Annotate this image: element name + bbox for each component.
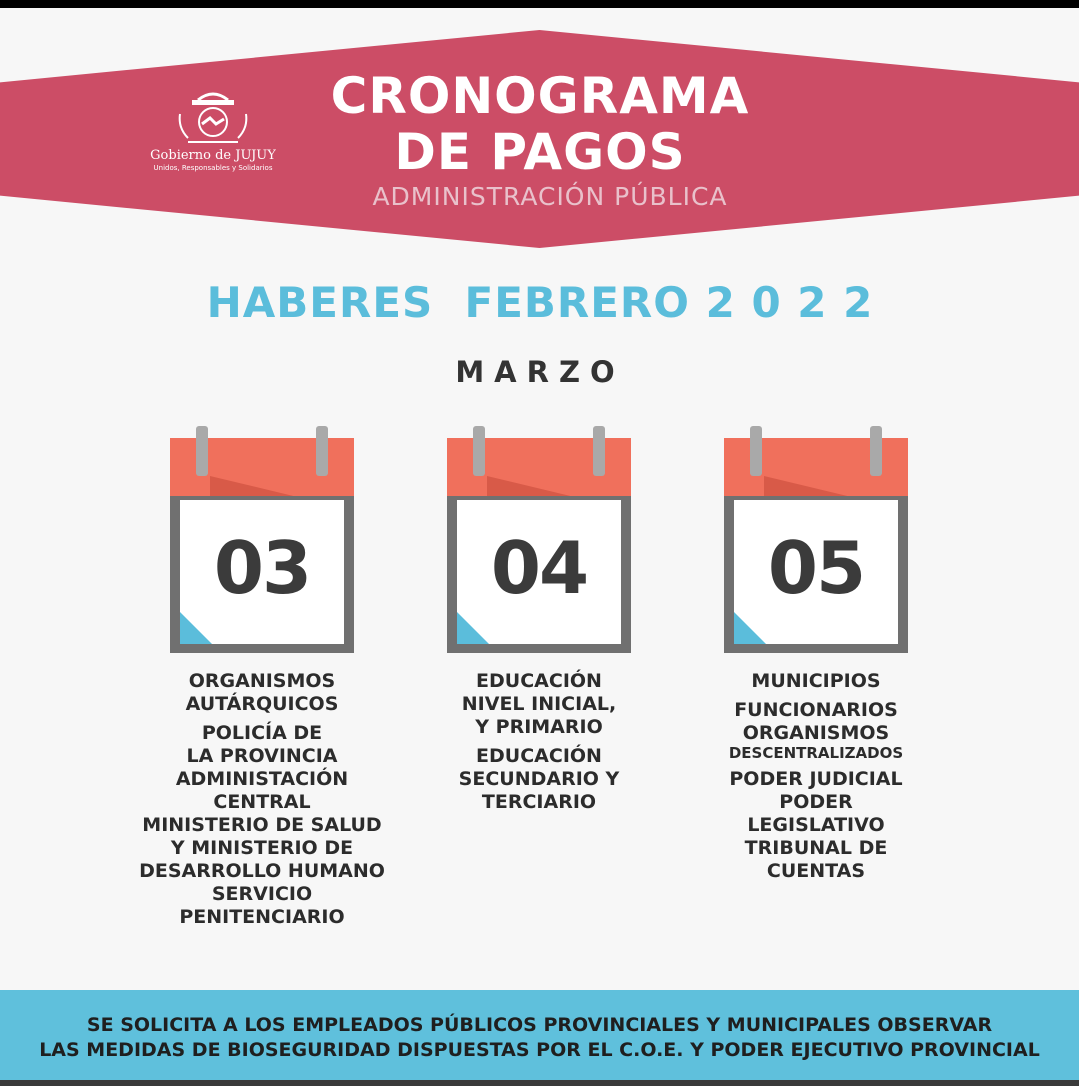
agency-line: DESCENTRALIZADOS (728, 744, 904, 762)
agency-line: PODER JUDICIAL (729, 768, 903, 790)
agency-line: ORGANISMOS (742, 722, 890, 744)
agency-line: SECUNDARIO Y (458, 768, 620, 790)
agency-line: Y PRIMARIO (475, 716, 603, 738)
calendar-day-1 (170, 426, 354, 653)
haberes-heading: HABERES FEBRERO 2 0 2 2 (206, 278, 874, 327)
page-title-line2: DE PAGOS (394, 123, 686, 181)
agency-line: DESARROLLO HUMANO (139, 860, 385, 882)
footer-line2: LAS MEDIDAS DE BIOSEGURIDAD DISPUESTAS POR EL C.O.E. Y PODER EJECUTIVO PROVINCIAL (39, 1039, 1040, 1061)
agency-line: TRIBUNAL DE (744, 837, 888, 859)
agency-line: MUNICIPIOS (751, 670, 881, 692)
agency-line: ADMINISTACIÓN (175, 768, 349, 790)
agency-line: ORGANISMOS (188, 670, 336, 692)
handshake-emblem-icon (168, 86, 258, 146)
footer-notice (0, 1013, 1079, 1063)
page-subtitle: ADMINISTRACIÓN PÚBLICA (372, 182, 728, 211)
government-logo (138, 86, 288, 186)
logo-tagline: Unidos, Responsables y Solidarios (153, 164, 273, 172)
page-title-line1: CRONOGRAMA (330, 67, 750, 125)
calendar-day-number: 04 (490, 526, 588, 610)
agency-line: CUENTAS (766, 860, 866, 882)
agency-line: LEGISLATIVO (747, 814, 885, 836)
agency-line: LA PROVINCIA (186, 745, 338, 767)
agency-list-day-3 (666, 670, 966, 883)
agency-line: TERCIARIO (481, 791, 597, 813)
agency-line: Y MINISTERIO DE (170, 837, 354, 859)
top-border (0, 0, 1079, 8)
agency-list-day-2 (389, 670, 689, 814)
agency-line: EDUCACIÓN (476, 745, 602, 767)
agency-line: POLICÍA DE (201, 722, 323, 744)
agency-line: FUNCIONARIOS (734, 699, 898, 721)
agency-line: AUTÁRQUICOS (185, 693, 339, 715)
calendar-day-2 (447, 426, 631, 653)
calendar-day-number: 03 (213, 526, 311, 610)
footer-line1: SE SOLICITA A LOS EMPLEADOS PÚBLICOS PROVINCIALES Y MUNICIPALES OBSERVAR (86, 1014, 993, 1036)
logo-name: Gobierno de JUJUY (150, 148, 276, 163)
month-heading: MARZO (455, 355, 625, 389)
agency-line: CENTRAL (213, 791, 311, 813)
agency-line: SERVICIO (211, 883, 313, 905)
agency-list-day-1 (112, 670, 412, 929)
calendar-day-3 (724, 426, 908, 653)
agency-line: PENITENCIARIO (179, 906, 345, 928)
agency-line: NIVEL INICIAL, (461, 693, 617, 715)
calendar-day-number: 05 (767, 526, 865, 610)
agency-line: PODER (779, 791, 853, 813)
agency-line: MINISTERIO DE SALUD (142, 814, 382, 836)
bottom-border (0, 1080, 1079, 1086)
agency-line: EDUCACIÓN (476, 670, 602, 692)
